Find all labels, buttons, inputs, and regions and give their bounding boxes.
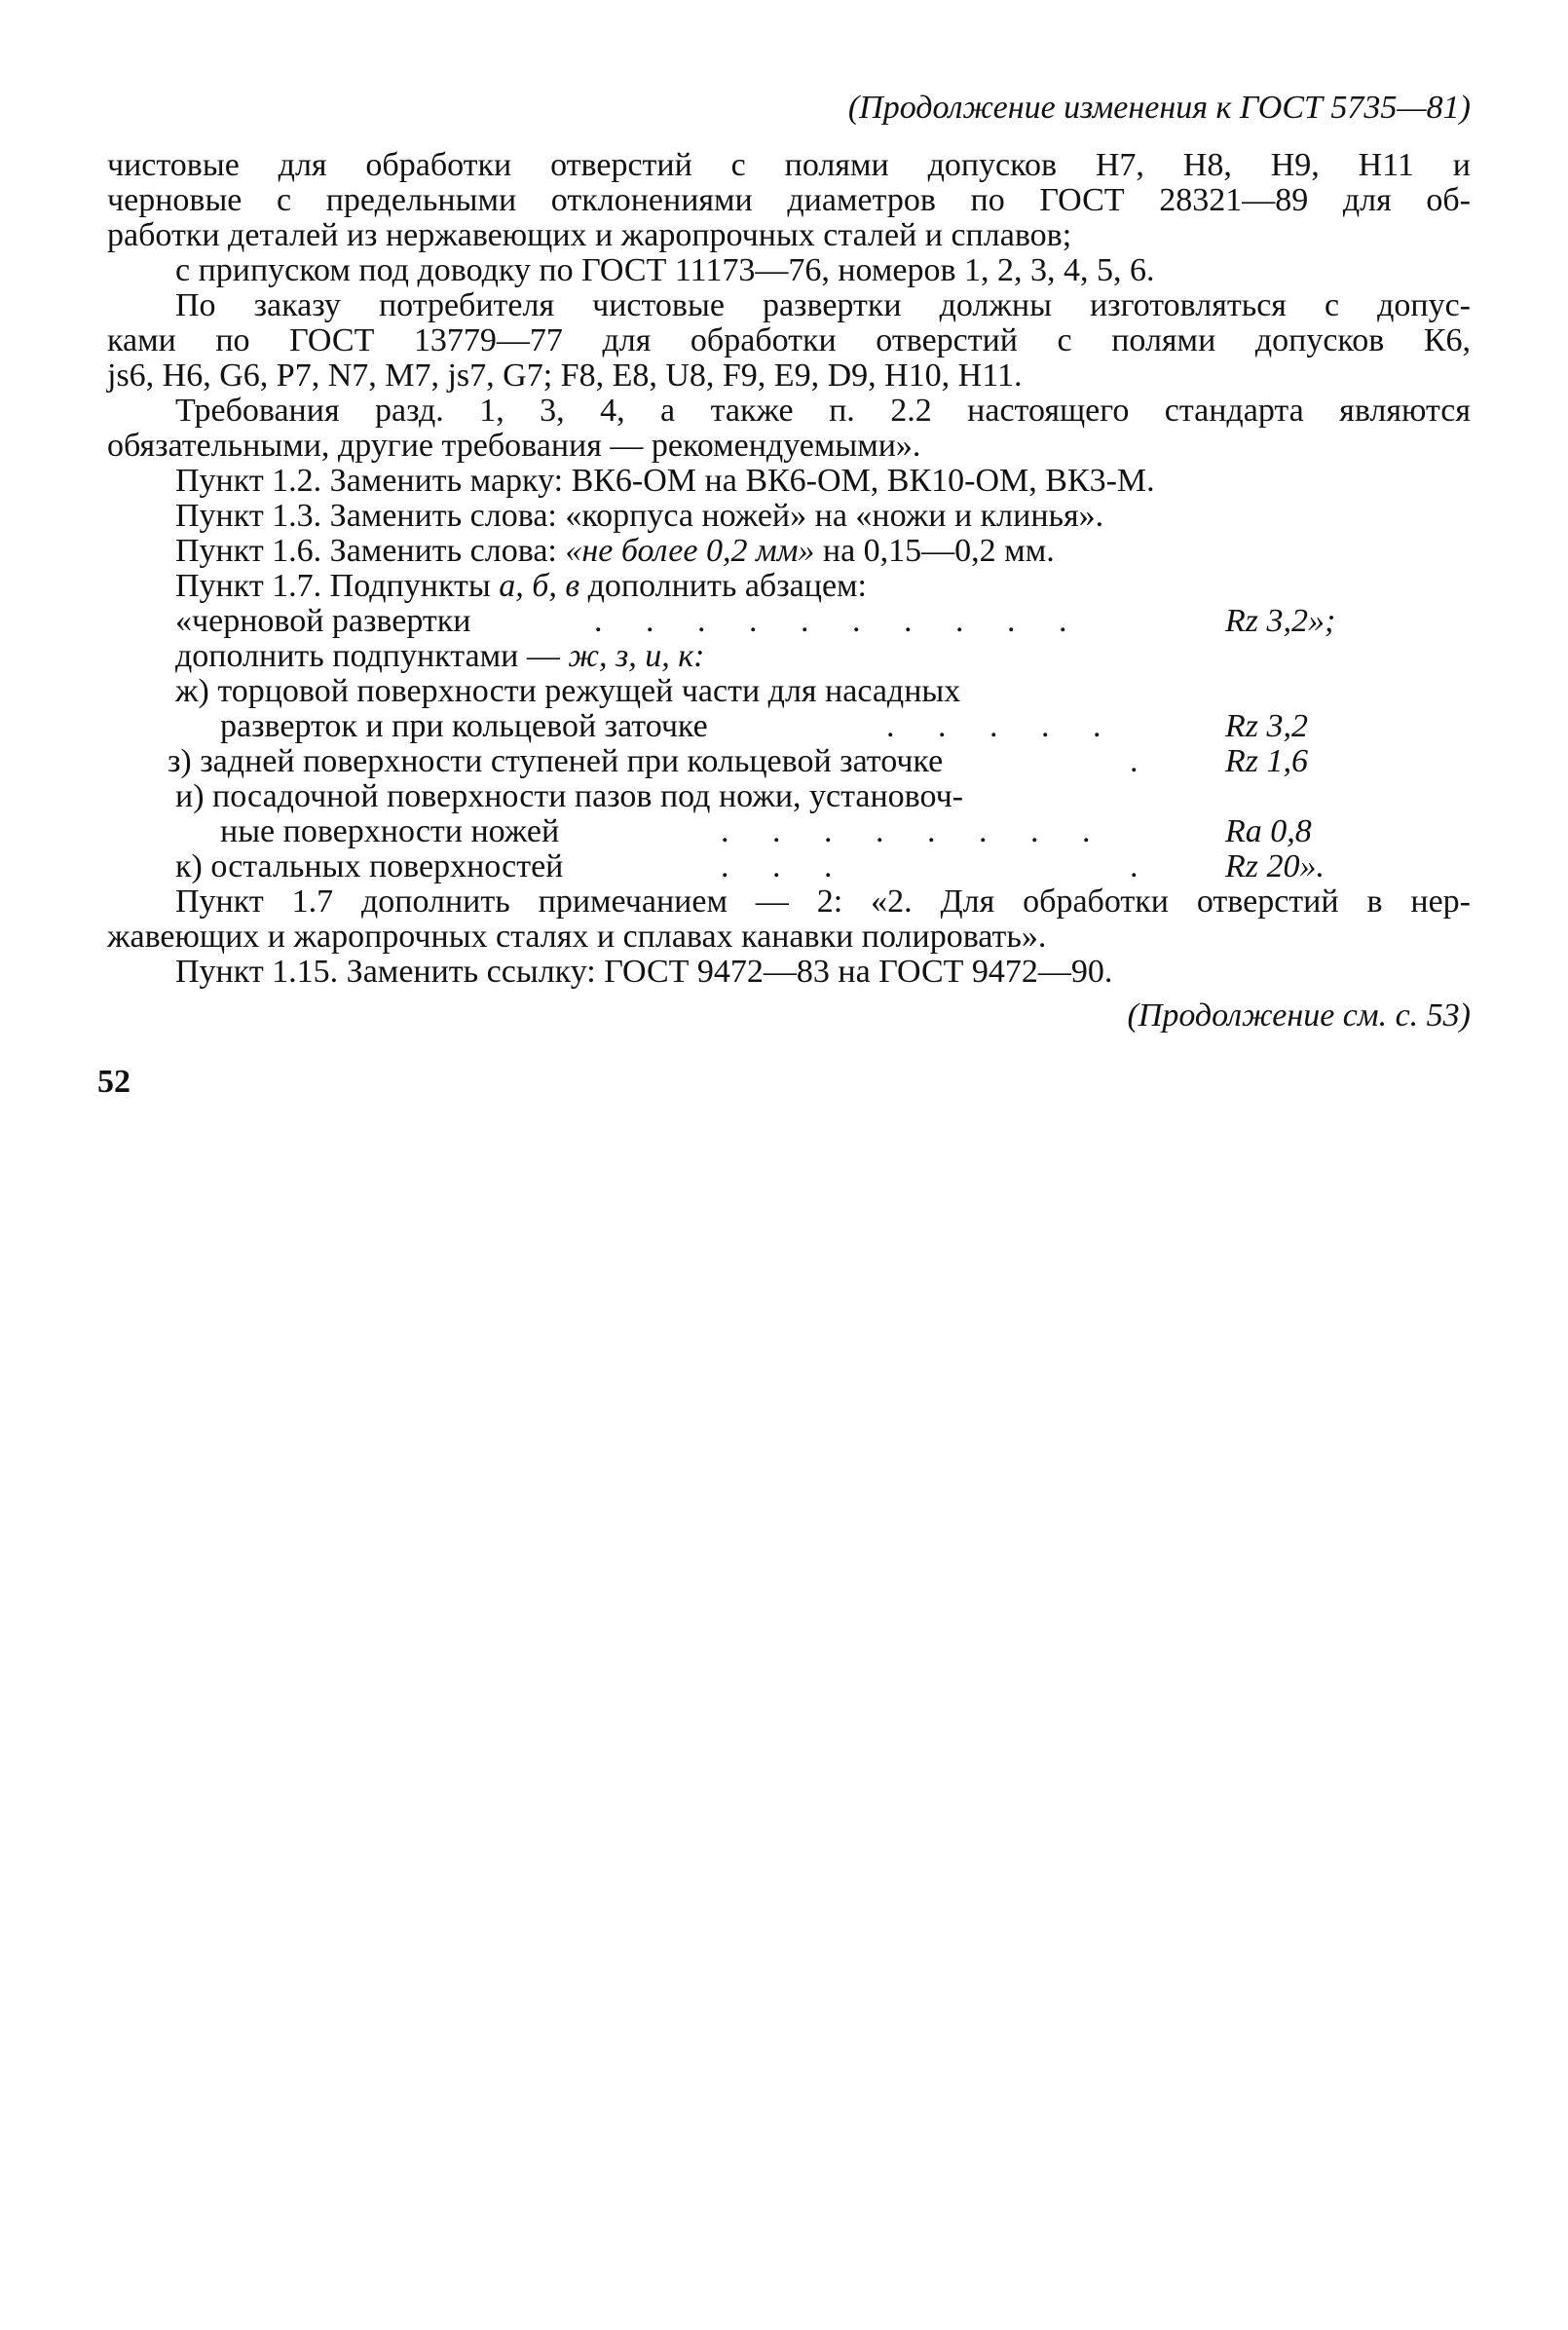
text-line: работки деталей из нержавеющих и жаропрочных сталей и сплавов;	[107, 217, 1072, 253]
text-span: Пункт 1.7. Подпункты	[175, 568, 500, 604]
text-line: Пункт 1.2. Заменить марку: ВК6-ОМ на ВК6-ОМ, ВК10-ОМ, ВК3-М.	[175, 463, 1155, 499]
text-line: Требования разд. 1, 3, 4, а также п. 2.2 настоящего стандарта являются	[175, 393, 1471, 429]
text-line: Пункт 1.7 дополнить примечанием — 2: «2. Для обработки отверстий в нер-	[175, 883, 1471, 920]
continuation-header: (Продолжение изменения к ГОСТ 5735—81)	[847, 90, 1471, 126]
roughness-value	[1225, 814, 1312, 849]
text-span-italic: ж, з, и, к:	[568, 638, 705, 674]
text-span-italic: «не более 0,2 мм»	[565, 533, 815, 569]
text-line: Пункт 1.3. Заменить слова: «корпуса ножей» на «ножи и клинья».	[175, 498, 1104, 534]
roughness-value-text: Rz 3,2	[1225, 708, 1308, 744]
text-line	[175, 569, 867, 604]
list-item: з) задней поверхности ступеней при кольцевой заточке	[168, 743, 944, 779]
text-span: на 0,15—0,2 мм.	[814, 533, 1055, 569]
roughness-value-text: Rz 1,6	[1225, 743, 1308, 779]
text-line: Пункт 1.15. Заменить ссылку: ГОСТ 9472—83 на ГОСТ 9472—90.	[175, 954, 1113, 990]
text-line	[175, 639, 704, 674]
text-span: дополнить абзацем:	[579, 568, 868, 604]
text-line: с припуском под доводку по ГОСТ 11173—76, номеров 1, 2, 3, 4, 5, 6.	[175, 252, 1155, 288]
list-item-continuation: разверток и при кольцевой заточке	[220, 708, 708, 744]
text-line: обязательными, другие требования — рекомендуемыми».	[107, 428, 921, 464]
text-line: js6, Н6, G6, Р7, N7, М7, js7, G7; F8, Е8, U8, F9, Е9, D9, Н10, Н11.	[107, 357, 1023, 394]
continuation-footer: (Продолжение см. с. 53)	[1127, 997, 1471, 1033]
leader-dots: .	[1130, 743, 1156, 779]
text-line: чистовые для обработки отверстий с полями допусков Н7, Н8, Н9, Н11 и	[107, 147, 1471, 183]
text-line: ками по ГОСТ 13779—77 для обработки отверстий с полями допусков К6,	[107, 322, 1471, 358]
roughness-value: Rz 3,2»;	[1225, 603, 1336, 639]
text-line: жавеющих и жаропрочных сталях и сплавах канавки полировать».	[107, 919, 1047, 955]
roughness-value-text: Ra 0,8	[1225, 813, 1312, 849]
list-item: и) посадочной поверхности пазов под ножи, установоч-	[175, 778, 964, 814]
text-span: дополнить подпунктами —	[175, 638, 569, 674]
leader-dots: . . . . . . . .	[721, 813, 1108, 849]
roughness-value	[1225, 849, 1325, 884]
text-line	[175, 534, 1055, 569]
text-line: черновые с предельными отклонениями диаметров по ГОСТ 28321—89 для об-	[107, 182, 1471, 218]
list-item: к) остальных поверхностей	[175, 848, 564, 884]
roughness-value	[1225, 744, 1308, 779]
list-item: «черновой развертки	[175, 603, 471, 639]
leader-dots: . . . . . . . . . .	[594, 603, 1085, 639]
text-span: Пункт 1.6. Заменить слова:	[175, 533, 566, 569]
list-item-continuation: ные поверхности ножей	[220, 813, 560, 849]
roughness-value	[1225, 709, 1308, 744]
leader-dots: .	[1130, 848, 1156, 884]
text-span-italic: а, б, в	[499, 568, 580, 604]
leader-dots: . . .	[721, 848, 850, 884]
text-line: По заказу потребителя чистовые развертки должны изготовляться с допус-	[175, 287, 1471, 323]
leader-dots: . . . . .	[886, 708, 1119, 744]
list-item: ж) торцовой поверхности режущей части для насадных	[175, 673, 961, 709]
page-number: 52	[97, 1064, 131, 1100]
roughness-value-text: Rz 20».	[1225, 848, 1325, 884]
